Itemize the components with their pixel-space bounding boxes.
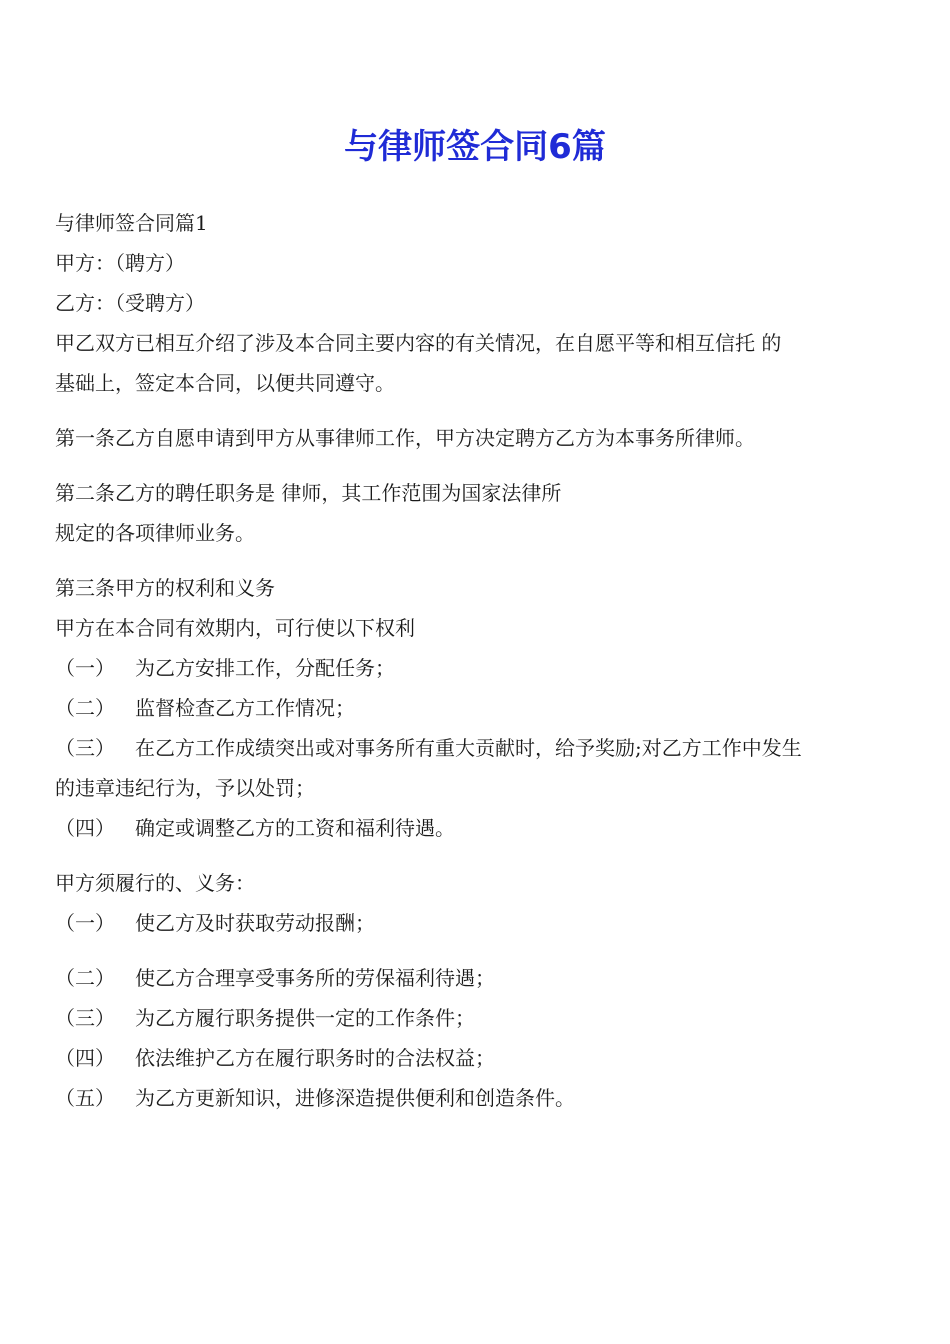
article-2-line-2: 规定的各项律师业务。	[55, 521, 255, 545]
duties-item-3	[55, 998, 900, 1038]
duties-item-number: （五）	[55, 1086, 115, 1110]
rights-item-number: （三）	[55, 736, 115, 760]
duties-item-1	[55, 903, 900, 943]
duties-item-text: 使乙方及时获取劳动报酬；	[135, 911, 375, 935]
duties-item-2	[55, 958, 900, 998]
rights-item-number: （一）	[55, 656, 115, 680]
duties-item-text: 依法维护乙方在履行职务时的合法权益；	[135, 1046, 495, 1070]
rights-item-text: 在乙方工作成绩突出或对事务所有重大贡献时，给予奖励;对乙方工作中发生	[135, 736, 802, 760]
rights-item-2	[55, 688, 900, 728]
article-3-title: 第三条甲方的权利和义务	[55, 576, 275, 600]
rights-item-number: （二）	[55, 696, 115, 720]
duties-item-text: 为乙方履行职务提供一定的工作条件；	[135, 1006, 475, 1030]
rights-item-4	[55, 808, 900, 848]
article-1: 第一条乙方自愿申请到甲方从事律师工作，甲方决定聘方乙方为本事务所律师。	[55, 426, 755, 450]
duties-intro: 甲方须履行的、义务：	[55, 871, 255, 895]
duties-item-text: 使乙方合理享受事务所的劳保福利待遇；	[135, 966, 495, 990]
party-a: 甲方：（聘方）	[55, 251, 185, 275]
rights-item-text: 为乙方安排工作，分配任务；	[135, 656, 395, 680]
rights-item-3-continued: 的违章违纪行为，予以处罚；	[55, 776, 315, 800]
section-heading: 与律师签合同篇1	[55, 211, 208, 235]
party-b: 乙方：（受聘方）	[55, 291, 205, 315]
rights-item-number: （四）	[55, 816, 115, 840]
duties-item-number: （四）	[55, 1046, 115, 1070]
intro-paragraph-line-2: 基础上，签定本合同，以便共同遵守。	[55, 371, 395, 395]
intro-paragraph-line-1: 甲乙双方已相互介绍了涉及本合同主要内容的有关情况，在自愿平等和相互信托 的	[55, 331, 782, 355]
duties-item-5	[55, 1078, 900, 1118]
duties-item-text: 为乙方更新知识，进修深造提供便利和创造条件。	[135, 1086, 575, 1110]
rights-item-text: 监督检查乙方工作情况；	[135, 696, 355, 720]
article-2-line-1: 第二条乙方的聘任职务是 律师，其工作范围为国家法律所	[55, 481, 562, 505]
rights-intro: 甲方在本合同有效期内，可行使以下权利	[55, 616, 415, 640]
document-body	[55, 203, 900, 1118]
duties-item-4	[55, 1038, 900, 1078]
rights-item-1	[55, 648, 900, 688]
duties-item-number: （一）	[55, 911, 115, 935]
document-title: 与律师签合同6篇	[344, 127, 606, 167]
rights-item-3	[55, 728, 900, 768]
rights-item-text: 确定或调整乙方的工资和福利待遇。	[135, 816, 455, 840]
duties-item-number: （三）	[55, 1006, 115, 1030]
duties-item-number: （二）	[55, 966, 115, 990]
